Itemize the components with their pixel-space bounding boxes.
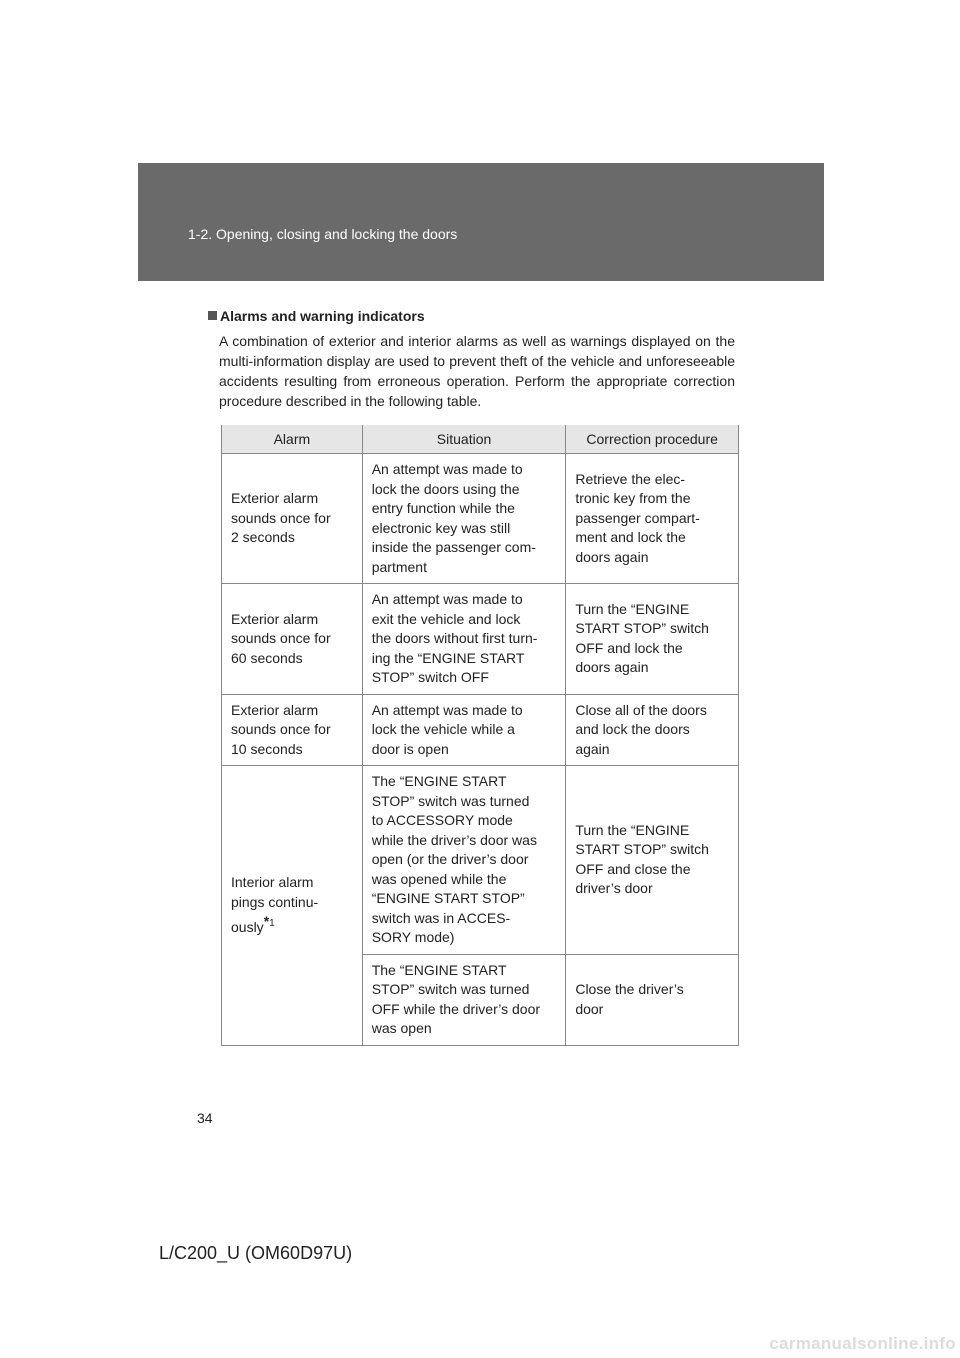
alarm-table [221,425,739,1046]
watermark: carmanualsonline.info [769,1334,956,1353]
column-header-situation: Situation [362,425,566,454]
table-header-row [222,425,739,454]
correction-cell: Turn the “ENGINE START STOP” switch OFF and lock the doors again [566,584,739,695]
column-header-alarm: Alarm [222,425,363,454]
situation-cell: An attempt was made to exit the vehicle and lock the doors without first turn- ing the “ENGINE START STOP” switch OFF [362,584,566,695]
table-row [222,766,739,955]
intro-paragraph: A combination of exterior and interior alarms as well as warnings displayed on the multi-information display are used to prevent theft of the vehicle and unforeseeable accidents resulting from erroneous operation. Perform the appropriate correction procedure described in the following table. [219,333,735,409]
situation-cell: The “ENGINE START STOP” switch was turned OFF while the driver’s door was open [362,954,566,1045]
correction-cell: Retrieve the elec- tronic key from the passenger compart- ment and lock the doors again [566,454,739,584]
situation-cell: An attempt was made to lock the vehicle while a door is open [362,694,566,766]
asterisk-icon: * [263,913,270,929]
alarm-cell: Exterior alarm sounds once for 2 seconds [222,454,363,584]
section-heading [208,308,425,324]
situation-cell: An attempt was made to lock the doors using the entry function while the electronic key was still inside the passenger com- partment [362,454,566,584]
table-row [222,584,739,695]
correction-cell: Turn the “ENGINE START STOP” switch OFF and close the driver’s door [566,766,739,955]
document-code: L/C200_U (OM60D97U) [159,1243,353,1263]
table-row [222,694,739,766]
table-row [222,454,739,584]
alarm-cell: Exterior alarm sounds once for 10 seconds [222,694,363,766]
alarm-cell: Interior alarm pings continu- ously$^{*1}$ [222,766,363,1046]
footnote-marker: *1 [263,913,275,929]
situation-cell: The “ENGINE START STOP” switch was turned to ACCESSORY mode while the driver’s door was open (or the driver’s door was opened while the “ENGINE START STOP” switch was in ACCES- SORY mode) [362,766,566,955]
correction-cell: Close all of the doors and lock the doors again [566,694,739,766]
section-heading-text: Alarms and warning indicators [220,308,425,324]
square-bullet-icon [208,311,217,320]
correction-cell: Close the driver’s door [566,954,739,1045]
chapter-title: 1-2. Opening, closing and locking the doors [188,226,458,242]
page-number: 34 [197,1110,213,1126]
alarm-cell: Exterior alarm sounds once for 60 seconds [222,584,363,695]
column-header-correction: Correction procedure [566,425,739,454]
chapter-header-band [138,163,824,281]
